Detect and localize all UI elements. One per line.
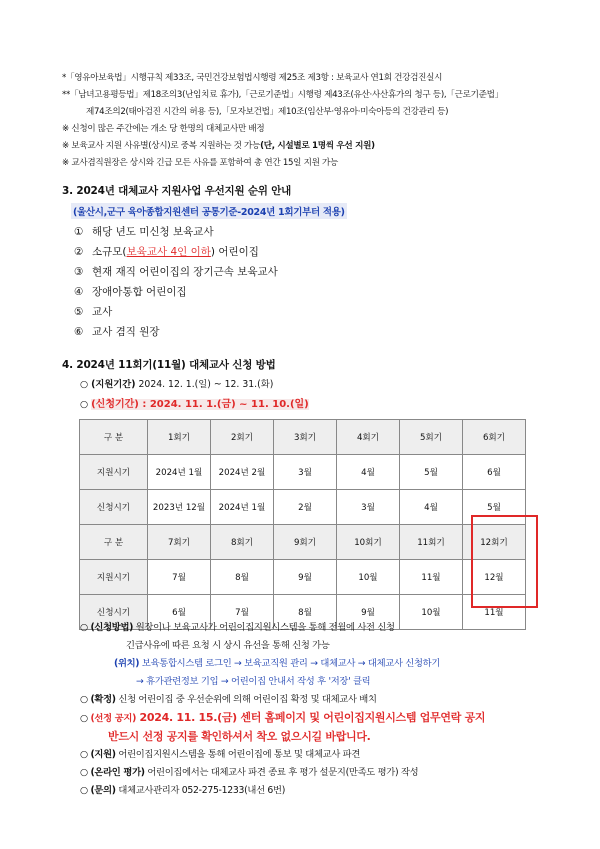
table-header-cell: 12회기 bbox=[463, 525, 526, 560]
circle-bullet: ○ bbox=[80, 622, 88, 633]
location-label: (위치) bbox=[114, 658, 140, 669]
circle-bullet: ○ bbox=[80, 713, 88, 724]
priority-item bbox=[74, 282, 278, 302]
priority-number: ⑤ bbox=[74, 306, 84, 318]
table-row bbox=[80, 525, 526, 560]
support-label: (지원) bbox=[90, 749, 116, 760]
note-6: ※ 교사겸직원장은 상시와 긴급 모든 사유를 포함하여 총 연간 15일 지원 가능 bbox=[62, 158, 339, 168]
table-cell: 9월 bbox=[274, 560, 337, 595]
priority-text: 현재 재직 어린이집의 장기근속 보육교사 bbox=[92, 266, 278, 278]
priority-item bbox=[74, 242, 278, 262]
table-header-cell: 4회기 bbox=[337, 420, 400, 455]
method-line-2: 긴급사유에 따른 요청 시 상시 유선을 통해 신청 가능 bbox=[126, 640, 330, 651]
note-5-text: ※ 보육교사 지원 사유별(상시)로 중복 지원하는 것 가능 bbox=[62, 141, 261, 151]
note-5 bbox=[62, 138, 582, 155]
eval-label: (온라인 평가) bbox=[90, 767, 145, 778]
table-header-cell: 구 분 bbox=[80, 525, 148, 560]
table-row bbox=[80, 490, 526, 525]
method-line-1 bbox=[80, 619, 485, 637]
method-line-7: 반드시 선정 공지를 확인하셔서 착오 없으시길 바랍니다. bbox=[108, 730, 371, 743]
table-cell: 4월 bbox=[337, 455, 400, 490]
table-cell: 6월 bbox=[463, 455, 526, 490]
method-label: (신청방법) bbox=[90, 622, 134, 633]
priority-number: ⑥ bbox=[74, 326, 84, 338]
table-cell: 11월 bbox=[463, 595, 526, 630]
support-period-label: (지원기간) bbox=[91, 379, 136, 390]
priority-item bbox=[74, 322, 278, 342]
section-4-title: 4. 2024년 11회기(11월) 대체교사 신청 방법 bbox=[62, 359, 276, 371]
table-row bbox=[80, 420, 526, 455]
note-3: 제74조의2(태아검진 시간의 허용 등),「모자보건법」제10조(임산부·영유아·미숙아등의 건강관리 등) bbox=[86, 107, 449, 117]
note-4: ※ 신청이 많은 주간에는 개소 당 한명의 대체교사만 배정 bbox=[62, 124, 265, 134]
method-block bbox=[80, 619, 485, 800]
priority-text: 교사 bbox=[92, 306, 113, 318]
note-5-bold: (단, 시설별로 1명씩 우선 지원) bbox=[260, 141, 375, 151]
table-cell: 2024년 2월 bbox=[211, 455, 274, 490]
note-1: *「영유아보육법」시행규칙 제33조, 국민건강보험법시행령 제25조 제3항 : 보육교사 연1회 건강검진실시 bbox=[62, 73, 443, 83]
table-cell: 2024년 1월 bbox=[148, 455, 211, 490]
table-cell: 8월 bbox=[274, 595, 337, 630]
table-header-cell: 구 분 bbox=[80, 420, 148, 455]
table-cell: 12월 bbox=[463, 560, 526, 595]
section-3-subtitle: (울산시,군구 육아종합지원센터 공통기준-2024년 1회기부터 적용) bbox=[71, 203, 347, 219]
table-cell: 5월 bbox=[400, 455, 463, 490]
priority-item bbox=[74, 222, 278, 242]
table-header-cell: 9회기 bbox=[274, 525, 337, 560]
table-header-cell: 6회기 bbox=[463, 420, 526, 455]
method-line-5 bbox=[80, 691, 485, 709]
schedule-table bbox=[79, 419, 526, 630]
priority-list bbox=[74, 222, 278, 342]
method-line-4: → 휴가관련정보 기입 → 어린이집 안내서 작성 후 '저장' 클릭 bbox=[136, 676, 371, 687]
table-cell: 10월 bbox=[400, 595, 463, 630]
apply-period bbox=[80, 395, 309, 415]
contact-text: 대체교사관리자 052-275-1233(내선 6번) bbox=[115, 785, 286, 796]
method-line-3 bbox=[80, 655, 485, 673]
priority-item bbox=[74, 302, 278, 322]
method-text: 원장이나 보육교사가 어린이집지원시스템을 통해 전월에 사전 신청 bbox=[133, 622, 395, 633]
table-cell: 3월 bbox=[337, 490, 400, 525]
apply-period-value: (신청기간) : 2024. 11. 1.(금) ~ 11. 10.(일) bbox=[91, 399, 309, 410]
priority-text: 장애아통합 어린이집 bbox=[92, 286, 187, 298]
table-cell: 10월 bbox=[337, 560, 400, 595]
highlight-box bbox=[471, 515, 538, 608]
method-line-8 bbox=[80, 746, 485, 764]
priority-text: 소규모( bbox=[92, 246, 127, 258]
priority-item bbox=[74, 262, 278, 282]
table-header-cell: 8회기 bbox=[211, 525, 274, 560]
circle-bullet: ○ bbox=[80, 379, 89, 390]
table-cell: 5월 bbox=[463, 490, 526, 525]
priority-text: 해당 년도 미신청 보육교사 bbox=[92, 226, 214, 238]
contact-label: (문의) bbox=[90, 785, 116, 796]
location-text: 보육통합시스템 로그인 → 보육교직원 관리 → 대체교사 → 대체교사 신청하기 bbox=[139, 658, 441, 669]
notice-text: 2024. 11. 15.(금) 센터 홈페이지 및 어린이집지원시스템 업무연락 공지 bbox=[136, 711, 486, 724]
table-cell: 3월 bbox=[274, 455, 337, 490]
table-header-cell: 5회기 bbox=[400, 420, 463, 455]
circle-bullet: ○ bbox=[80, 399, 89, 410]
table-cell: 7월 bbox=[211, 595, 274, 630]
priority-number: ② bbox=[74, 246, 84, 258]
table-header-cell: 2회기 bbox=[211, 420, 274, 455]
table-header-cell: 10회기 bbox=[337, 525, 400, 560]
notice-label: (선정 공지) bbox=[90, 713, 137, 724]
confirm-text: 신청 어린이집 중 우선순위에 의해 어린이집 확정 및 대체교사 배치 bbox=[115, 694, 377, 705]
support-period bbox=[80, 375, 309, 395]
section-3-title: 3. 2024년 대체교사 지원사업 우선지원 순위 안내 bbox=[62, 185, 292, 197]
table-cell: 2023년 12월 bbox=[148, 490, 211, 525]
table-header-cell: 7회기 bbox=[148, 525, 211, 560]
period-block bbox=[80, 375, 309, 415]
support-period-value: 2024. 12. 1.(일) ~ 12. 31.(화) bbox=[138, 379, 274, 390]
priority-number: ① bbox=[74, 226, 84, 238]
table-row bbox=[80, 560, 526, 595]
support-text: 어린이집지원시스템을 통해 어린이집에 통보 및 대체교사 파견 bbox=[115, 749, 361, 760]
table-cell: 11월 bbox=[400, 560, 463, 595]
priority-highlight: 보육교사 4인 이하 bbox=[126, 246, 211, 258]
table-cell: 7월 bbox=[148, 560, 211, 595]
method-line-9 bbox=[80, 764, 485, 782]
table-cell: 4월 bbox=[400, 490, 463, 525]
note-2: **「남녀고용평등법」제18조의3(난임치료 휴가),「근로기준법」시행령 제43조(유산·사산휴가의 청구 등),「근로기준법」 bbox=[62, 90, 503, 100]
table-header-cell: 1회기 bbox=[148, 420, 211, 455]
table-cell: 지원시기 bbox=[80, 455, 148, 490]
table-cell: 지원시기 bbox=[80, 560, 148, 595]
method-line-6 bbox=[80, 709, 485, 728]
table-cell: 6월 bbox=[148, 595, 211, 630]
priority-text: 교사 겸직 원장 bbox=[92, 326, 160, 338]
table-header-cell: 3회기 bbox=[274, 420, 337, 455]
table-cell: 8월 bbox=[211, 560, 274, 595]
table-cell: 2월 bbox=[274, 490, 337, 525]
table-cell: 신청시기 bbox=[80, 595, 148, 630]
table-cell: 9월 bbox=[337, 595, 400, 630]
eval-text: 어린이집에서는 대체교사 파견 종료 후 평가 설문지(만족도 평가) 작성 bbox=[144, 767, 419, 778]
circle-bullet: ○ bbox=[80, 749, 88, 760]
priority-text-end: ) 어린이집 bbox=[210, 246, 259, 258]
table-row bbox=[80, 455, 526, 490]
circle-bullet: ○ bbox=[80, 785, 88, 796]
circle-bullet: ○ bbox=[80, 767, 88, 778]
confirm-label: (확정) bbox=[90, 694, 116, 705]
priority-number: ④ bbox=[74, 286, 84, 298]
circle-bullet: ○ bbox=[80, 694, 88, 705]
method-line-10 bbox=[80, 782, 485, 800]
table-cell: 신청시기 bbox=[80, 490, 148, 525]
table-cell: 2024년 1월 bbox=[211, 490, 274, 525]
priority-number: ③ bbox=[74, 266, 84, 278]
table-header-cell: 11회기 bbox=[400, 525, 463, 560]
notes-block bbox=[62, 70, 582, 172]
